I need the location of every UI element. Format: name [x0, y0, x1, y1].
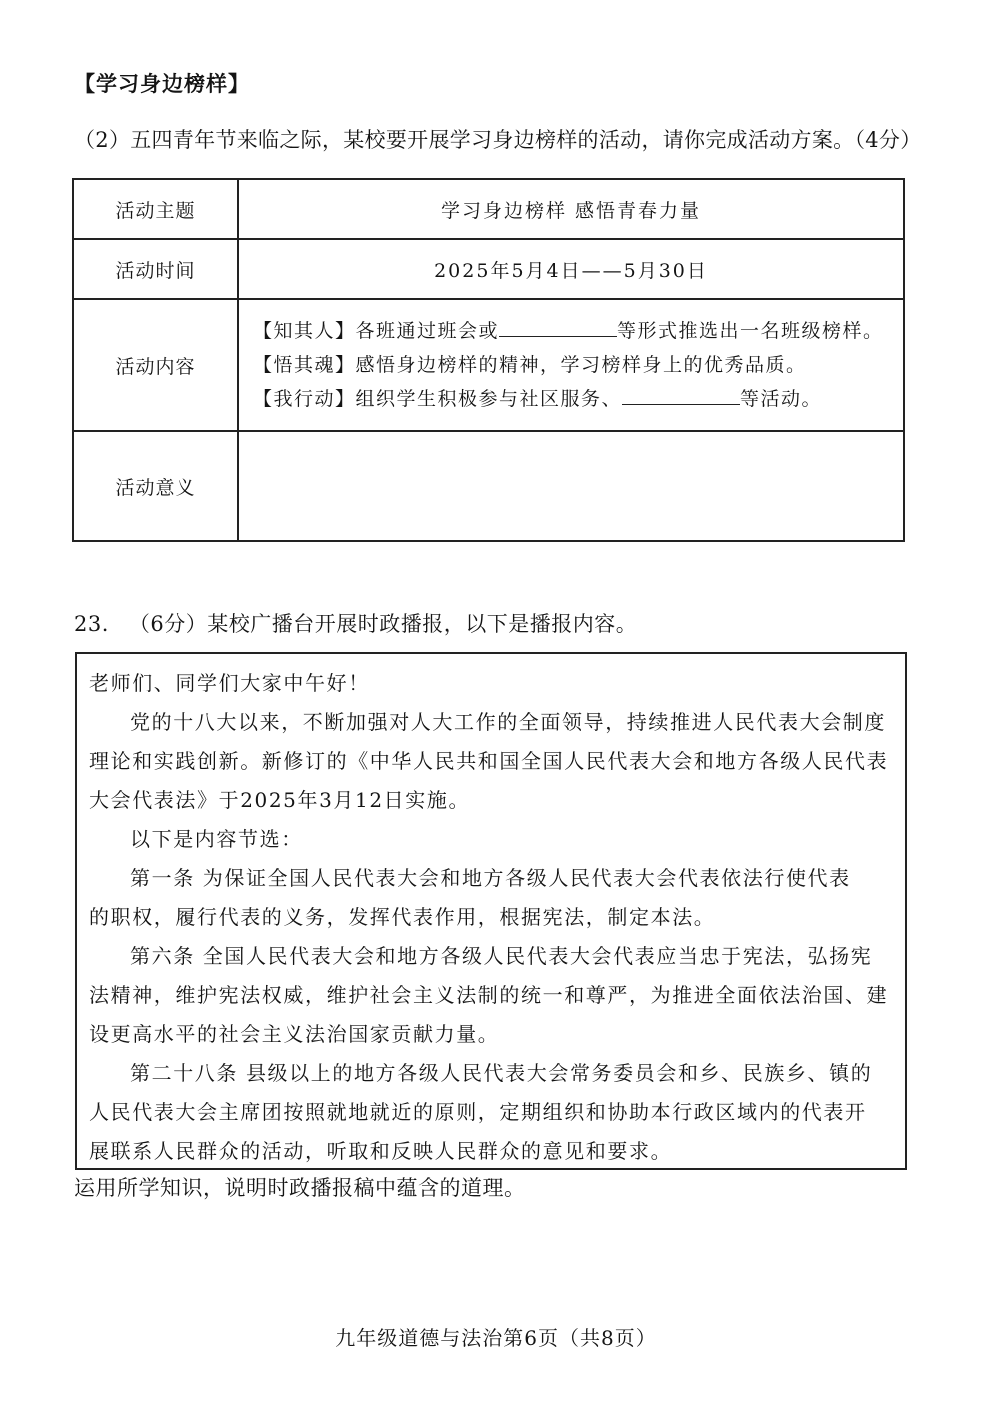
content-label: 活动内容 [73, 299, 238, 431]
question-23-header [74, 608, 637, 638]
table-row-content [73, 299, 904, 431]
table-row-time [73, 239, 904, 299]
broadcast-article-6: 第六条 全国人民代表大会和地方各级人民代表大会代表应当忠于宪法，弘扬宪 [130, 944, 873, 968]
broadcast-article-28: 第二十八条 县级以上的地方各级人民代表大会常务委员会和乡、民族乡、镇的 [130, 1061, 873, 1085]
question-23-number: 23. [74, 612, 109, 636]
activity-plan-table [72, 178, 905, 542]
significance-label: 活动意义 [73, 431, 238, 541]
content-line-2: 【悟其魂】感悟身边榜样的精神，学习榜样身上的优秀品质。 [253, 354, 807, 376]
content-line-3-prefix: 【我行动】组织学生积极参与社区服务、 [253, 388, 623, 410]
table-row-significance [73, 431, 904, 541]
content-cell [238, 299, 904, 431]
broadcast-line: 展联系人民群众的活动，听取和反映人民群众的意见和要求。 [89, 1139, 673, 1163]
broadcast-content-box [75, 652, 907, 1170]
broadcast-line: 党的十八大以来，不断加强对人大工作的全面领导，持续推进人民代表大会制度 [130, 710, 886, 734]
section-heading: 【学习身边榜样】 [74, 72, 250, 96]
significance-answer-area[interactable] [238, 431, 904, 541]
broadcast-line: 人民代表大会主席团按照就地就近的原则，定期组织和协助本行政区域内的代表开 [89, 1100, 867, 1124]
question-23-intro: （6分）某校广播台开展时政播报，以下是播报内容。 [128, 612, 638, 636]
content-line-1-prefix: 【知其人】各班通过班会或 [253, 320, 500, 342]
answer-blank-1[interactable] [499, 316, 617, 337]
answer-blank-2[interactable] [622, 384, 740, 405]
broadcast-line: 法精神，维护宪法权威，维护社会主义法制的统一和尊严，为推进全面依法治国、建 [89, 983, 889, 1007]
question-23-task: 运用所学知识，说明时政播报稿中蕴含的道理。 [74, 1176, 526, 1200]
content-line-1 [253, 314, 903, 348]
broadcast-line: 理论和实践创新。新修订的《中华人民共和国全国人民代表大会和地方各级人民代表 [89, 749, 889, 773]
time-label: 活动时间 [73, 239, 238, 299]
table-row-theme [73, 179, 904, 239]
question-2-prompt: （2）五四青年节来临之际，某校要开展学习身边榜样的活动，请你完成活动方案。（4分） [74, 128, 922, 152]
broadcast-line: 设更高水平的社会主义法治国家贡献力量。 [89, 1022, 500, 1046]
broadcast-line: 以下是内容节选： [130, 827, 303, 851]
theme-value: 学习身边榜样 感悟青春力量 [238, 179, 904, 239]
broadcast-line: 的职权，履行代表的义务，发挥代表作用，根据宪法，制定本法。 [89, 905, 716, 929]
content-line-3-suffix: 等活动。 [740, 388, 823, 410]
theme-label: 活动主题 [73, 179, 238, 239]
broadcast-article-1: 第一条 为保证全国人民代表大会和地方各级人民代表大会代表依法行使代表 [130, 866, 851, 890]
broadcast-greeting: 老师们、同学们大家中午好！ [89, 671, 370, 695]
page-footer: 九年级道德与法治第6页（共8页） [335, 1326, 657, 1350]
time-value: 2025年5月4日——5月30日 [238, 239, 904, 299]
broadcast-line: 大会代表法》于2025年3月12日实施。 [89, 788, 471, 812]
content-line-1-suffix: 等形式推选出一名班级榜样。 [617, 320, 884, 342]
content-line-3 [253, 382, 903, 416]
